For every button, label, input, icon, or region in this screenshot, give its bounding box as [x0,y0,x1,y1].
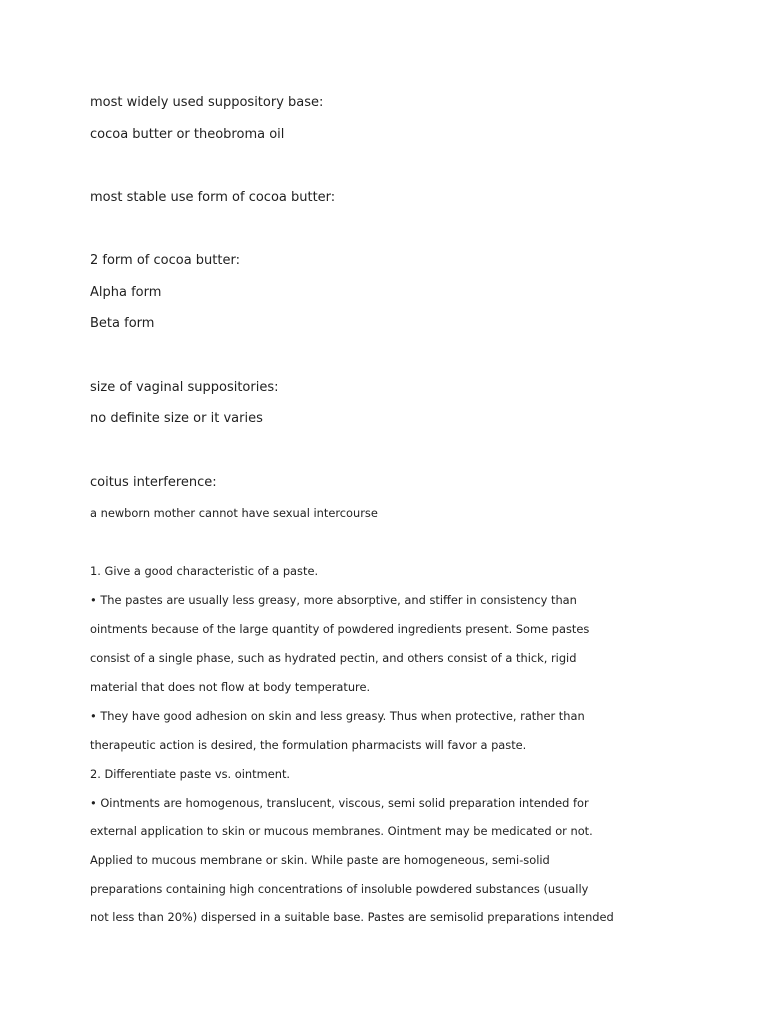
body-line: consist of a single phase, such as hydrated pectin, and others consist of a thick, rigid [90,651,577,665]
question-cocoa-butter-forms: 2 form of cocoa butter: [90,253,240,268]
body-line: • They have good adhesion on skin and less greasy. Thus when protective, rather than [90,709,585,723]
body-line: therapeutic action is desired, the formulation pharmacists will favor a paste. [90,738,527,752]
answer-coitus-interference: a newborn mother cannot have sexual intercourse [90,506,378,520]
answer-vaginal-size: no definite size or it varies [90,411,263,426]
answer-beta-form: Beta form [90,316,155,331]
body-line: preparations containing high concentrations of insoluble powdered substances (usually [90,882,589,896]
question-vaginal-size: size of vaginal suppositories: [90,380,279,395]
answer-alpha-form: Alpha form [90,285,162,300]
question-suppository-base: most widely used suppository base: [90,95,324,110]
question-stable-form: most stable use form of cocoa butter: [90,190,336,205]
question-coitus-interference: coitus interference: [90,475,217,490]
body-line: 1. Give a good characteristic of a paste. [90,564,319,578]
body-line: not less than 20%) dispersed in a suitable base. Pastes are semisolid preparations intended [90,910,614,924]
answer-suppository-base: cocoa butter or theobroma oil [90,127,285,142]
body-line: external application to skin or mucous membranes. Ointment may be medicated or not. [90,824,593,838]
body-line: Applied to mucous membrane or skin. While paste are homogeneous, semi-solid [90,853,550,867]
body-line: ointments because of the large quantity of powdered ingredients present. Some pastes [90,622,590,636]
body-line: 2. Differentiate paste vs. ointment. [90,767,291,781]
body-line: material that does not flow at body temperature. [90,680,371,694]
body-line: • Ointments are homogenous, translucent, viscous, semi solid preparation intended for [90,796,589,810]
body-line: • The pastes are usually less greasy, more absorptive, and stiffer in consistency than [90,593,577,607]
